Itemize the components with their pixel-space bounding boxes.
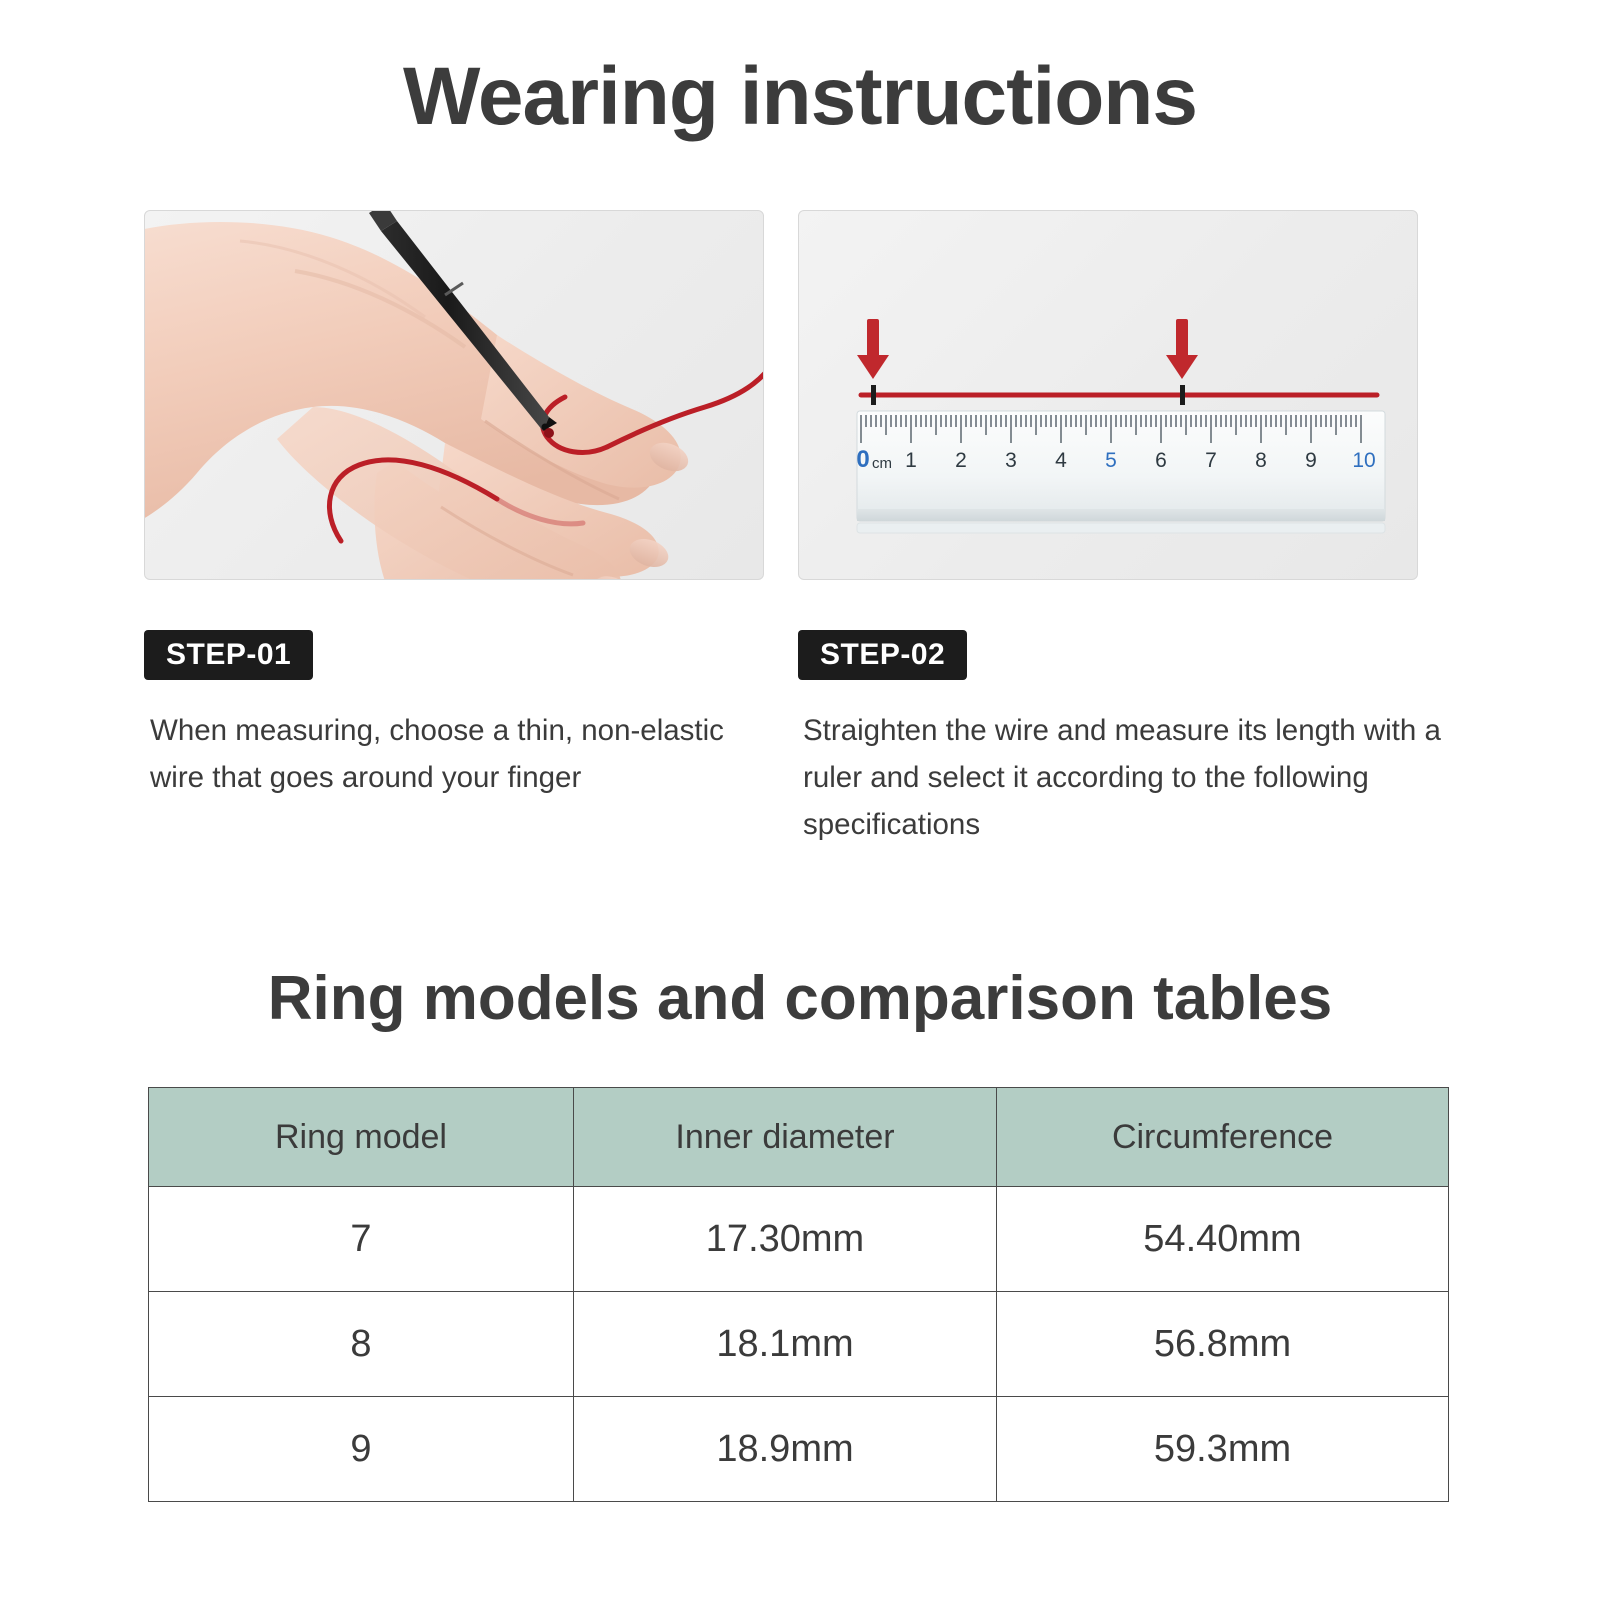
step-01-description: When measuring, choose a thin, non-elastic wire that goes around your finger: [150, 714, 724, 794]
hand-with-wire-illustration: [145, 211, 763, 579]
cell-circumference: 54.40mm: [997, 1187, 1449, 1292]
step-02-image-panel: [798, 210, 1418, 580]
step-02-badge: STEP-02: [798, 630, 967, 680]
svg-text:4: 4: [1055, 449, 1067, 472]
svg-text:cm: cm: [872, 455, 892, 472]
svg-text:1: 1: [905, 449, 917, 472]
cell-circumference: 56.8mm: [997, 1292, 1449, 1397]
svg-text:9: 9: [1305, 449, 1317, 472]
svg-text:8: 8: [1255, 449, 1267, 472]
svg-text:3: 3: [1005, 449, 1017, 472]
cell-ring-model: 8: [149, 1292, 574, 1397]
step-01-image-panel: [144, 210, 764, 580]
table-header-circumference: Circumference: [997, 1088, 1449, 1187]
page-title: Wearing instructions: [402, 51, 1198, 142]
cell-circumference: 59.3mm: [997, 1397, 1449, 1502]
table-header-row: [149, 1088, 1449, 1187]
cell-ring-model: 9: [149, 1397, 574, 1502]
comparison-table-title: Ring models and comparison tables: [267, 964, 1333, 1033]
svg-text:7: 7: [1205, 449, 1217, 472]
cell-inner-diameter: 17.30mm: [574, 1187, 997, 1292]
step-01-badge: STEP-01: [144, 630, 313, 680]
ring-comparison-table-wrapper: [148, 1087, 1448, 1502]
step-02-description: Straighten the wire and measure its length with a ruler and select it according to the following specifications: [803, 714, 1441, 841]
svg-text:10: 10: [1352, 449, 1376, 472]
svg-text:2: 2: [955, 449, 967, 472]
ring-comparison-table: [148, 1087, 1449, 1502]
svg-text:5: 5: [1105, 449, 1117, 472]
table-row: [149, 1397, 1449, 1502]
table-header-inner-diameter: Inner diameter: [574, 1088, 997, 1187]
cell-inner-diameter: 18.9mm: [574, 1397, 997, 1502]
cell-inner-diameter: 18.1mm: [574, 1292, 997, 1397]
table-row: [149, 1187, 1449, 1292]
svg-text:0: 0: [856, 446, 870, 473]
ruler-measuring-wire-illustration: [799, 211, 1417, 579]
table-row: [149, 1292, 1449, 1397]
svg-text:6: 6: [1155, 449, 1167, 472]
cell-ring-model: 7: [149, 1187, 574, 1292]
table-header-ring-model: Ring model: [149, 1088, 574, 1187]
